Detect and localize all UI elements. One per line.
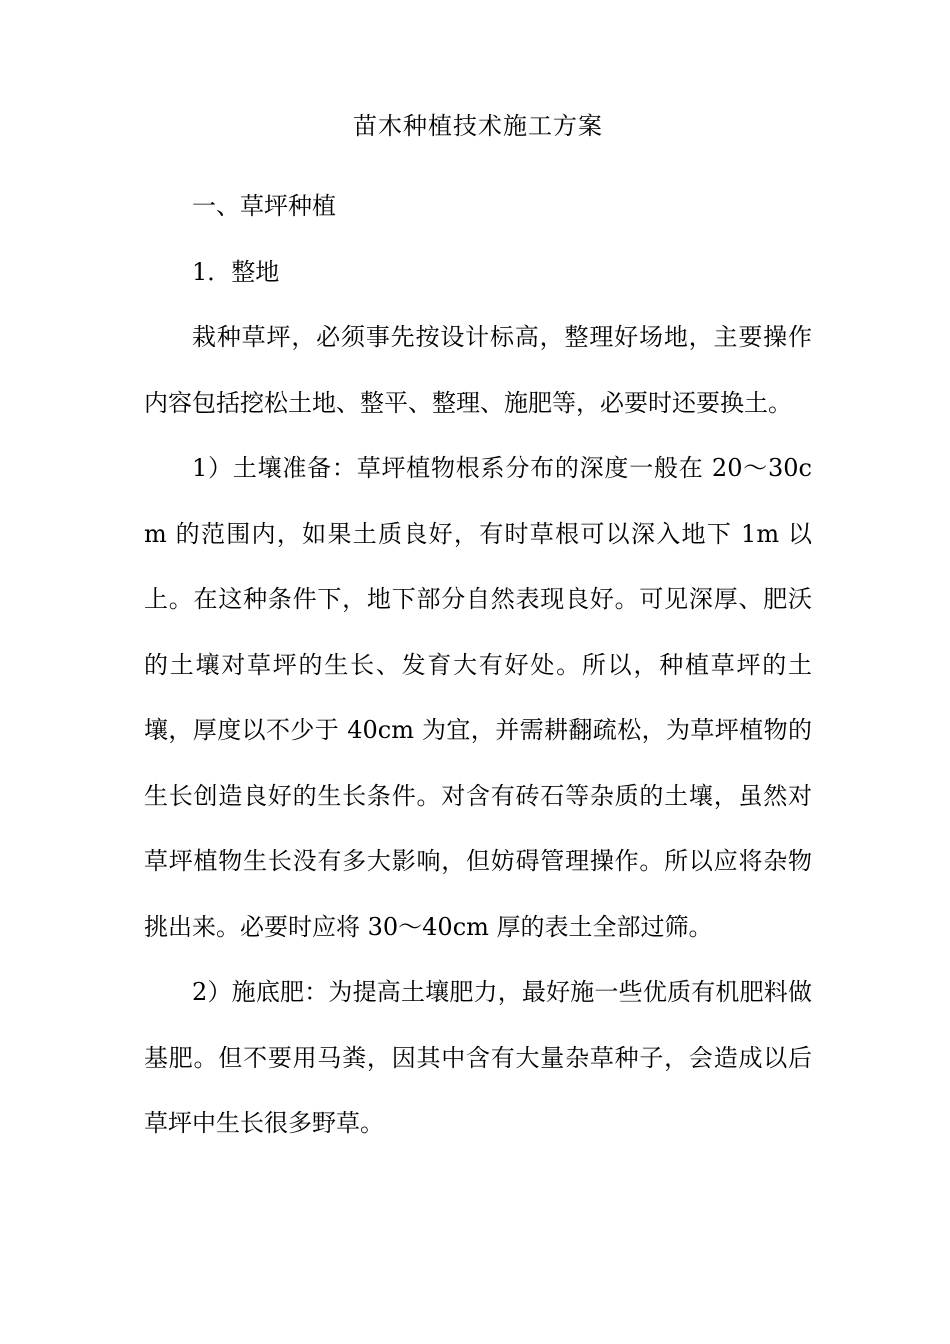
paragraph-base-fertilizer: 2）施底肥：为提高土壤肥力，最好施一些优质有机肥料做基肥。但不要用马粪，因其中含有大量杂草种子，会造成以后草坪中生长很多野草。: [144, 978, 812, 1137]
document-title: 苗木种植技术施工方案: [353, 112, 603, 140]
paragraph-site-preparation: 栽种草坪，必须事先按设计标高，整理好场地，主要操作内容包括挖松土地、整平、整理、施肥等，必要时还要换土。: [144, 323, 812, 417]
document-body: [144, 103, 812, 1157]
subsection-heading: 1．整地: [192, 258, 280, 286]
paragraph-soil-preparation: 1）土壤准备：草坪植物根系分布的深度一般在 20～30cm 的范围内，如果土质良好，有时草根可以深入地下 1m 以上。在这种条件下，地下部分自然表现良好。可见深厚、肥沃的土壤对草坪的生长、发育大有好处。所以，种植草坪的土壤，厚度以不少于 40cm 为宜，并需耕翻疏松，为草坪植物的生长创造良好的生长条件。对含有砖石等杂质的土壤，虽然对草坪植物生长没有多大影响，但妨碍管理操作。所以应将杂物挑出来。必要时应将 30～40cm 厚的表土全部过筛。: [144, 454, 812, 941]
section-heading: 一、草坪种植: [192, 192, 336, 220]
